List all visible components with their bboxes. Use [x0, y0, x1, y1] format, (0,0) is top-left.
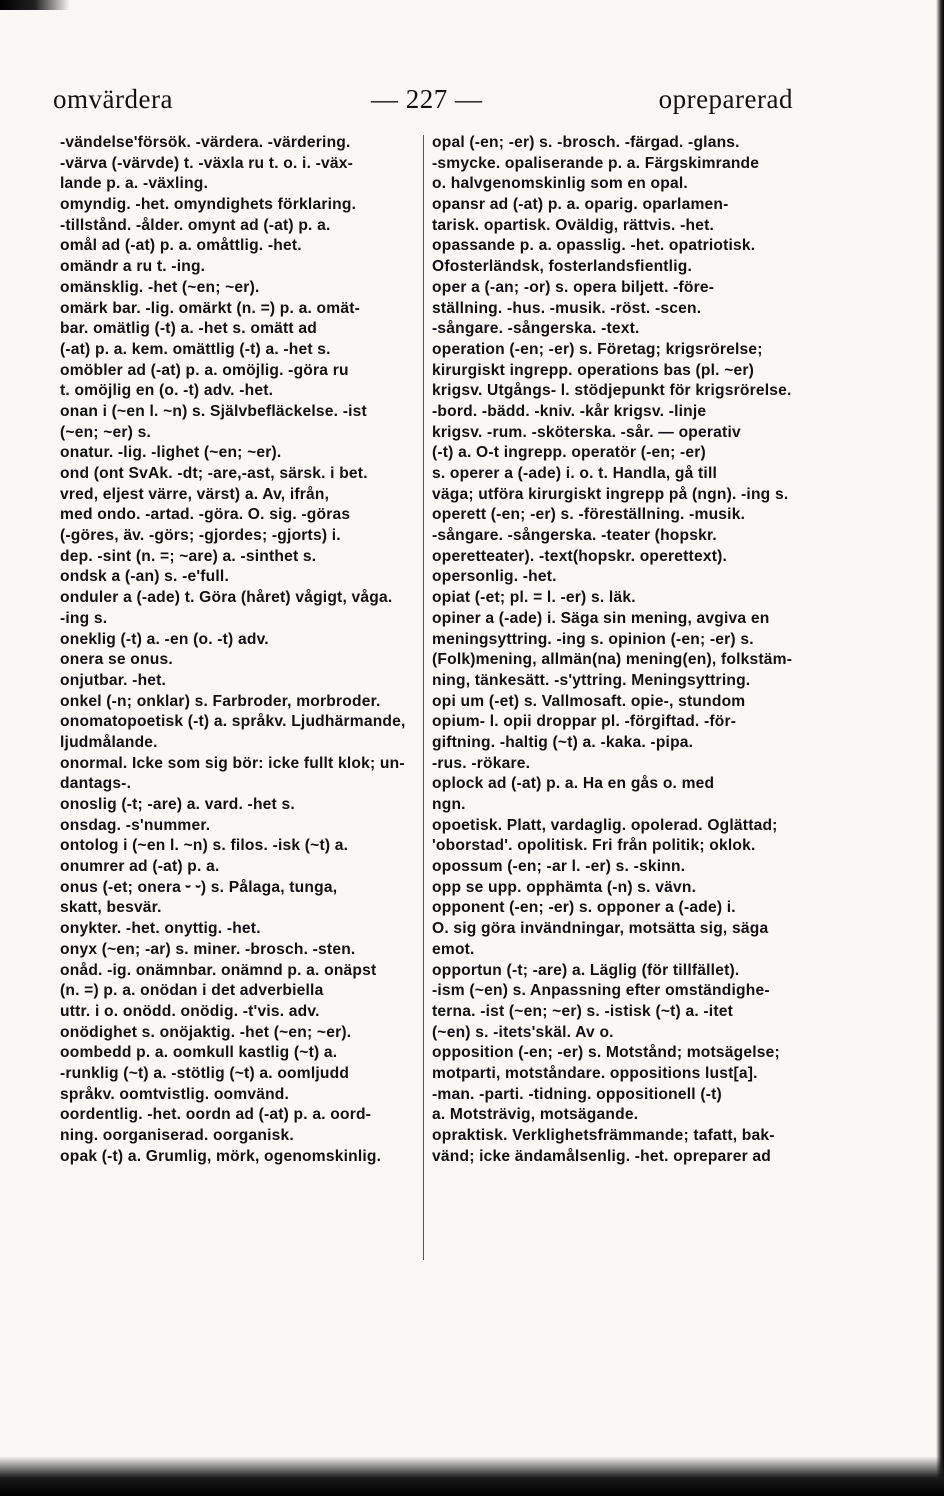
entry-line: opraktisk. Verklighetsfrämmande; tafatt, bak-	[432, 1127, 775, 1144]
entry-line: opak (-t) a. Grumlig, mörk, ogenomskinlig.	[60, 1147, 382, 1165]
entry-line: (Folk)mening, allmän(na) mening(en), folkstäm-	[432, 651, 793, 669]
entry-line: -sångare. -sångerska. -text.	[432, 320, 640, 338]
entry-line: (-t) a. O-t ingrepp. operatör (-en; -er)	[432, 444, 706, 462]
entry-line: emot.	[432, 940, 475, 958]
entry-line: onkel (-n; onklar) s. Farbroder, morbroder.	[60, 692, 381, 710]
entry-line: motparti, motståndare. oppositions lust[a].	[432, 1064, 758, 1082]
entry-line: opportun (-t; -are) a. Läglig (för tillfället).	[432, 961, 740, 979]
scan-bottom-edge	[0, 1456, 944, 1496]
entry-line: meningsyttring. -ing s. opinion (-en; -er) s.	[432, 630, 754, 648]
entry-line: omändr a ru t. -ing.	[60, 258, 206, 276]
entry-line: s. operer a (-ade) i. o. t. Handla, gå till	[432, 465, 718, 482]
entry-line: opiner a (-ade) i. Säga sin mening, avgiva en	[432, 609, 770, 627]
entry-line: -man. -parti. -tidning. oppositionell (-t)	[432, 1085, 722, 1103]
entry-line: (~en) s. -itets'skäl. Av o.	[432, 1023, 614, 1041]
scan-right-edge	[936, 0, 944, 1496]
entry-line: a. Motsträvig, motsägande.	[432, 1106, 639, 1124]
entry-line: onoslig (-t; -are) a. vard. -het s.	[60, 796, 295, 813]
entry-line: onduler a (-ade) t. Göra (håret) vågigt, våga.	[60, 589, 393, 607]
entry-line: omyndig. -het. omyndighets förklaring.	[60, 196, 357, 214]
entry-line: opassande p. a. opasslig. -het. opatriotisk.	[432, 237, 756, 255]
entry-line: opiat (-et; pl. = l. -er) s. läk.	[432, 589, 636, 607]
entry-line: onus (-et; onera ⏑ ⏑) s. Pålaga, tunga,	[60, 878, 338, 896]
entry-line: lande p. a. -växling.	[60, 175, 209, 193]
entry-line: skatt, besvär.	[60, 899, 162, 917]
entry-line: 'oborstad'. opolitisk. Fri från politik; oklok.	[432, 837, 756, 855]
entry-line: opal (-en; -er) s. -brosch. -färgad. -glans.	[432, 134, 740, 151]
entry-line: onera se onus.	[60, 651, 173, 669]
entry-line: ngn.	[432, 796, 466, 813]
header-first-word: omvärdera	[53, 84, 173, 114]
entry-line: -sångare. -sångerska. -teater (hopskr.	[432, 527, 717, 545]
page-header	[53, 84, 793, 124]
entry-line: onomatopoetisk (-t) a. språkv. Ljudhärmande,	[60, 713, 406, 731]
entry-line: vred, eljest värre, värst) a. Av, ifrån,	[60, 485, 330, 503]
entry-line: -värva (-värvde) t. -växla ru t. o. i. -väx-	[60, 154, 354, 172]
entry-line: -rus. -rökare.	[432, 754, 531, 772]
entry-line: opp se upp. opphämta (-n) s. vävn.	[432, 878, 697, 896]
entry-line: onan i (~en l. ~n) s. Självbefläckelse. -ist	[60, 402, 367, 420]
entry-line: o. halvgenomskinlig som en opal.	[432, 175, 688, 193]
entry-line: tarisk. opartisk. Oväldig, rättvis. -het.	[432, 216, 715, 234]
entry-line: uttr. i o. onödd. onödig. -t'vis. adv.	[60, 1002, 320, 1020]
entry-line: -bord. -bädd. -kniv. -kår krigsv. -linje	[432, 402, 707, 420]
entry-line: giftning. -haltig (~t) a. -kaka. -pipa.	[432, 733, 694, 751]
entry-line: onåd. -ig. onämnbar. onämnd p. a. onäpst	[60, 961, 377, 979]
entry-line: ond (ont SvAk. -dt; -are,-ast, särsk. i bet.	[60, 465, 368, 482]
entry-line: (n. =) p. a. onödan i det adverbiella	[60, 982, 324, 1000]
scan-corner-shadow	[0, 0, 70, 10]
entry-line: ställning. -hus. -musik. -röst. -scen.	[432, 299, 702, 317]
entry-line: t. omöjlig en (o. -t) adv. -het.	[60, 382, 274, 400]
left-column	[60, 133, 416, 1167]
entry-line: språkv. oomtvistlig. oomvänd.	[60, 1085, 290, 1103]
entry-line: väga; utföra kirurgiskt ingrepp på (ngn). -ing s.	[432, 485, 789, 503]
header-last-word: opreparerad	[658, 84, 793, 114]
entry-line: omärk bar. -lig. omärkt (n. =) p. a. omät-	[60, 299, 360, 317]
entry-line: -smycke. opaliserande p. a. Färgskimrande	[432, 154, 760, 172]
entry-line: ning. oorganiserad. oorganisk.	[60, 1127, 294, 1144]
entry-line: opoetisk. Platt, vardaglig. opolerad. Oglättad;	[432, 816, 778, 834]
entry-line: (-göres, äv. -görs; -gjordes; -gjorts) i.	[60, 527, 341, 545]
entry-line: opersonlig. -het.	[432, 568, 557, 586]
page-number: — 227 —	[371, 84, 483, 114]
entry-line: onödighet s. onöjaktig. -het (~en; ~er).	[60, 1023, 352, 1041]
column-divider	[423, 135, 424, 1260]
entry-line: Ofosterländsk, fosterlandsfientlig.	[432, 258, 693, 276]
entry-line: opium- l. opii droppar pl. -förgiftad. -för-	[432, 713, 737, 731]
entry-line: opossum (-en; -ar l. -er) s. -skinn.	[432, 858, 686, 876]
entry-line: opposition (-en; -er) s. Motstånd; motsägelse;	[432, 1044, 780, 1062]
entry-line: oneklig (-t) a. -en (o. -t) adv.	[60, 630, 269, 648]
entry-line: onumrer ad (-at) p. a.	[60, 858, 220, 876]
entry-line: -runklig (~t) a. -stötlig (~t) a. oomljudd	[60, 1064, 350, 1082]
entry-line: opansr ad (-at) p. a. oparig. oparlamen-	[432, 196, 729, 214]
entry-line: operett (-en; -er) s. -föreställning. -musik.	[432, 506, 746, 524]
entry-line: -vändelse'försök. -värdera. -värdering.	[60, 134, 351, 151]
entry-line: vänd; icke ändamålsenlig. -het. opreparer ad	[432, 1147, 771, 1165]
entry-line: ning, tänkesätt. -s'yttring. Meningsyttring.	[432, 671, 751, 689]
entry-line: onsdag. -s'nummer.	[60, 816, 211, 834]
entry-line: med ondo. -artad. -göra. O. sig. -göras	[60, 506, 351, 524]
entry-line: dantags-.	[60, 775, 132, 793]
entry-line: omöbler ad (-at) p. a. omöjlig. -göra ru	[60, 361, 349, 379]
entry-line: onykter. -het. onyttig. -het.	[60, 920, 261, 938]
entry-line: -ism (~en) s. Anpassning efter omständighe-	[432, 982, 770, 1000]
entry-line: onatur. -lig. -lighet (~en; ~er).	[60, 444, 282, 462]
entry-line: oordentlig. -het. oordn ad (-at) p. a. oord-	[60, 1106, 372, 1124]
entry-line: omål ad (-at) p. a. omåttlig. -het.	[60, 237, 302, 255]
entry-line: operetteater). -text(hopskr. operettext).	[432, 547, 728, 565]
entry-line: dep. -sint (n. =; ~are) a. -sinthet s.	[60, 547, 317, 565]
entry-line: onjutbar. -het.	[60, 671, 167, 689]
entry-line: oombedd p. a. oomkull kastlig (~t) a.	[60, 1044, 338, 1062]
entry-line: -ing s.	[60, 609, 108, 627]
entry-line: -tillstånd. -ålder. omynt ad (-at) p. a.	[60, 216, 331, 234]
entry-line: (~en; ~er) s.	[60, 423, 152, 441]
entry-line: (-at) p. a. kem. omättlig (-t) a. -het s.	[60, 340, 331, 358]
entry-line: krigsv. Utgångs- l. stödjepunkt för krigsrörelse.	[432, 382, 792, 400]
entry-line: operation (-en; -er) s. Företag; krigsrörelse;	[432, 340, 763, 358]
entry-line: oplock ad (-at) p. a. Ha en gås o. med	[432, 775, 715, 793]
entry-line: kirurgiskt ingrepp. operations bas (pl. ~er)	[432, 361, 755, 379]
entry-line: krigsv. -rum. -sköterska. -sår. — operativ	[432, 423, 741, 441]
entry-line: terna. -ist (~en; ~er) s. -istisk (~t) a. -itet	[432, 1002, 733, 1020]
entry-line: opponent (-en; -er) s. opponer a (-ade) i.	[432, 899, 736, 917]
entry-line: O. sig göra invändningar, motsätta sig, säga	[432, 920, 769, 938]
entry-line: opi um (-et) s. Vallmosaft. opie-, stundom	[432, 692, 746, 710]
entry-line: bar. omätlig (-t) a. -het s. omätt ad	[60, 320, 317, 338]
entry-line: omänsklig. -het (~en; ~er).	[60, 278, 260, 296]
entry-line: ontolog i (~en l. ~n) s. filos. -isk (~t) a.	[60, 837, 349, 855]
entry-line: oper a (-an; -or) s. opera biljett. -före-	[432, 278, 715, 296]
entry-line: onyx (~en; -ar) s. miner. -brosch. -sten.	[60, 940, 356, 958]
right-column	[432, 133, 797, 1167]
entry-line: onormal. Icke som sig bör: icke fullt klok; un-	[60, 754, 405, 772]
entry-line: ondsk a (-an) s. -e'full.	[60, 568, 229, 586]
entry-line: ljudmålande.	[60, 733, 158, 751]
